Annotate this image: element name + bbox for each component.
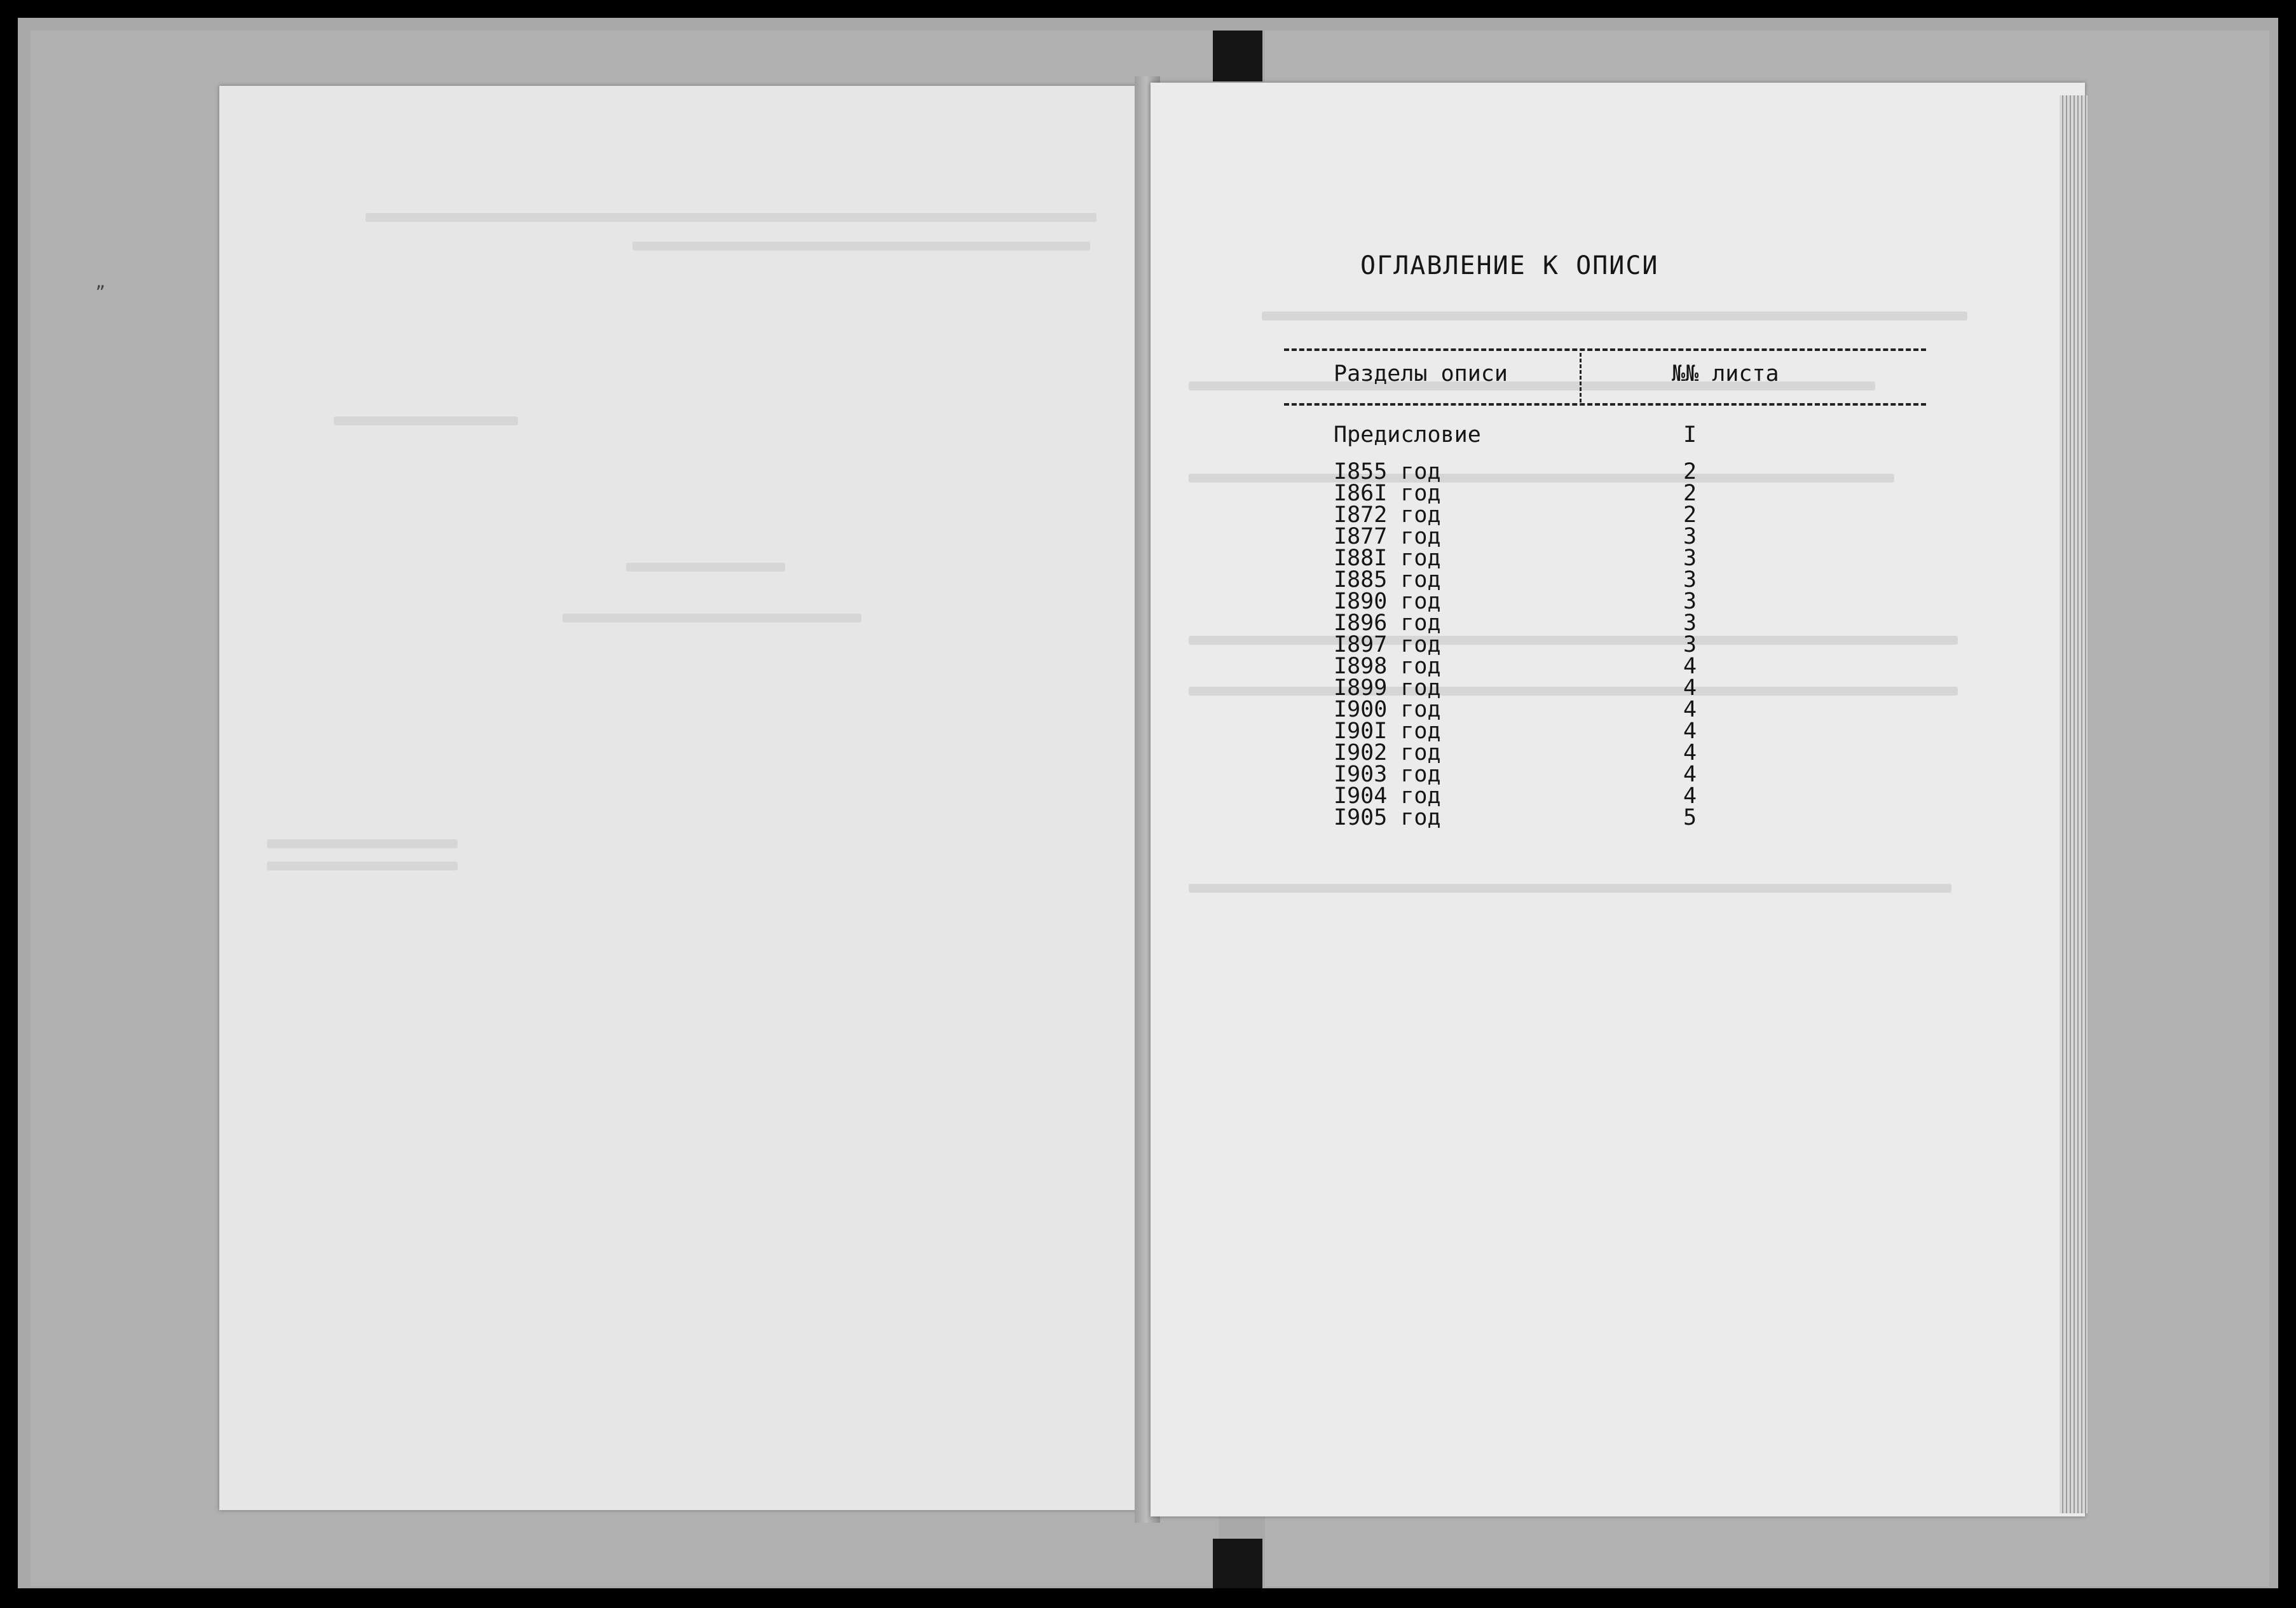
bleed-through-line (1189, 884, 1951, 893)
toc-entry-label: I885 год (1334, 567, 1441, 593)
toc-entry-label: I899 год (1334, 675, 1441, 701)
left-page (219, 86, 1141, 1510)
toc-entry-label: I896 год (1334, 610, 1441, 636)
toc-title: ОГЛАВЛЕНИЕ К ОПИСИ (1360, 251, 1659, 280)
toc-row (1334, 632, 1779, 657)
toc-row (1334, 459, 1779, 484)
toc-entry-sheet: 3 (1683, 610, 1697, 636)
toc-entry-label: I88I год (1334, 546, 1441, 571)
toc-entry-label: I90I год (1334, 718, 1441, 744)
toc-row (1334, 422, 1779, 459)
bleed-through-line (267, 862, 458, 870)
toc-entry-sheet: 4 (1683, 740, 1697, 766)
toc-row (1334, 502, 1779, 528)
toc-entry-label: I905 год (1334, 805, 1441, 830)
bleed-through-line (632, 242, 1090, 251)
toc-row (1334, 654, 1779, 679)
toc-row (1334, 675, 1779, 701)
toc-entry-label: I900 год (1334, 697, 1441, 722)
toc-entry-label: I904 год (1334, 783, 1441, 809)
bleed-through-line (563, 614, 861, 622)
toc-entry-label: I902 год (1334, 740, 1441, 766)
toc-entry-sheet: 2 (1683, 481, 1697, 506)
toc-row (1334, 546, 1779, 571)
table-rule-bottom (1284, 403, 1926, 406)
toc-entry-sheet: 3 (1683, 567, 1697, 593)
table-rule-top (1284, 348, 1926, 351)
bleed-through-line (334, 416, 518, 425)
bleed-through-line (1262, 312, 1967, 320)
toc-entry-sheet: 3 (1683, 524, 1697, 549)
toc-row (1334, 610, 1779, 636)
column-divider (1580, 353, 1582, 402)
toc-row (1334, 783, 1779, 809)
toc-entry-sheet: 5 (1683, 805, 1697, 830)
bleed-through-line (366, 213, 1097, 222)
toc-list (1334, 422, 1779, 830)
toc-entry-sheet: I (1683, 422, 1697, 448)
toc-entry-label: I898 год (1334, 654, 1441, 679)
toc-entry-label: I890 год (1334, 589, 1441, 614)
page-edge-stack (2060, 95, 2088, 1513)
toc-entry-sheet: 4 (1683, 675, 1697, 701)
toc-entry-sheet: 4 (1683, 718, 1697, 744)
toc-row (1334, 481, 1779, 506)
toc-entry-label: I877 год (1334, 524, 1441, 549)
toc-row (1334, 805, 1779, 830)
toc-entry-sheet: 4 (1683, 654, 1697, 679)
toc-entry-sheet: 3 (1683, 632, 1697, 657)
column-header-sections: Разделы описи (1334, 361, 1508, 387)
column-header-sheets: №№ листа (1672, 361, 1779, 387)
toc-entry-label: I897 год (1334, 632, 1441, 657)
toc-entry-label: I903 год (1334, 762, 1441, 787)
toc-row (1334, 740, 1779, 766)
toc-entry-sheet: 3 (1683, 589, 1697, 614)
toc-row (1334, 524, 1779, 549)
toc-entry-sheet: 3 (1683, 546, 1697, 571)
toc-entry-label: I86I год (1334, 481, 1441, 506)
toc-row (1334, 718, 1779, 744)
toc-entry-sheet: 2 (1683, 459, 1697, 484)
toc-row (1334, 589, 1779, 614)
toc-entry-label: I855 год (1334, 459, 1441, 484)
spine-tab-bottom (1213, 1539, 1262, 1588)
bleed-through-line (267, 839, 458, 848)
toc-entry-sheet: 4 (1683, 783, 1697, 809)
toc-entry-label: I872 год (1334, 502, 1441, 528)
toc-row (1334, 762, 1779, 787)
corner-marks: ” (95, 283, 106, 302)
toc-row (1334, 697, 1779, 722)
toc-row (1334, 567, 1779, 593)
spine-tab-top (1213, 31, 1262, 81)
toc-entry-sheet: 4 (1683, 762, 1697, 787)
toc-entry-sheet: 2 (1683, 502, 1697, 528)
bleed-through-line (626, 563, 785, 572)
toc-entry-sheet: 4 (1683, 697, 1697, 722)
toc-entry-label: Предисловие (1334, 422, 1481, 448)
